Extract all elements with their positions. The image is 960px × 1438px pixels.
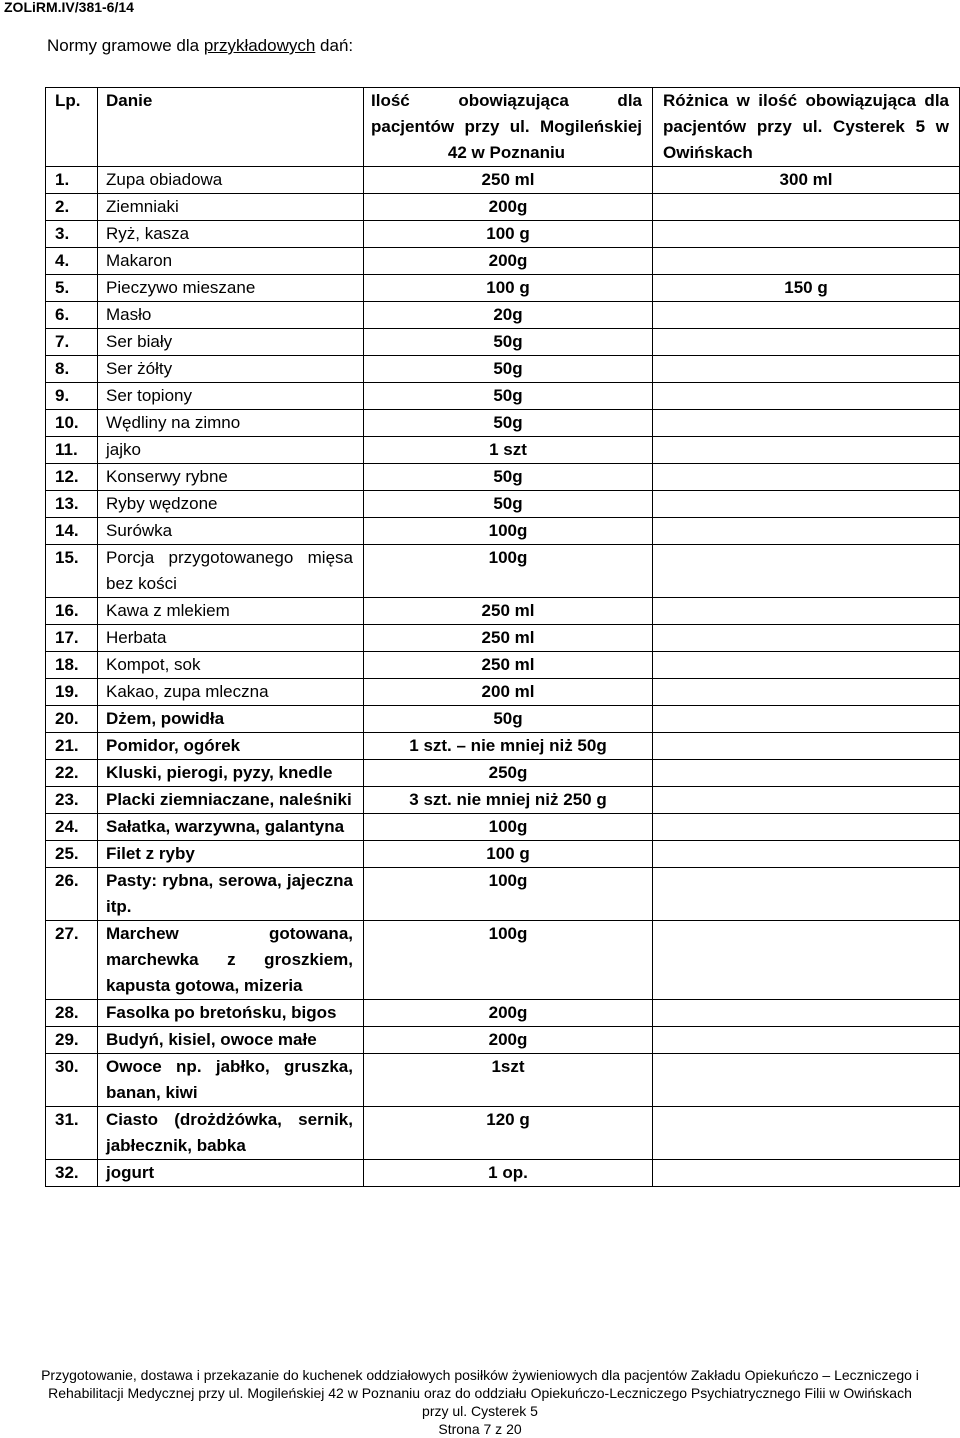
row-difference [653,410,960,437]
row-difference [653,248,960,275]
row-lp: 11. [46,437,98,464]
table-row [46,1160,960,1187]
row-amount: 250 ml [364,598,653,625]
header-lp: Lp. [46,88,98,167]
row-difference [653,598,960,625]
row-amount: 200g [364,1000,653,1027]
table-row [46,194,960,221]
row-dish: Surówka [98,518,364,545]
row-difference [653,706,960,733]
table-row [46,518,960,545]
row-difference [653,787,960,814]
row-dish: Ser żółty [98,356,364,383]
row-lp: 24. [46,814,98,841]
row-dish: Pasty: rybna, serowa, jajeczna itp. [98,868,364,921]
page-number: Strona 7 z 20 [438,1421,522,1437]
row-difference [653,1000,960,1027]
table-row [46,356,960,383]
row-dish: Ciasto (drożdżówka, sernik, jabłecznik, babka [98,1107,364,1160]
row-amount: 100g [364,545,653,598]
row-amount: 100 g [364,275,653,302]
row-difference [653,1160,960,1187]
row-amount: 100g [364,518,653,545]
row-difference [653,302,960,329]
row-dish: Ser biały [98,329,364,356]
row-amount: 50g [364,410,653,437]
row-dish: Marchew gotowana, marchewka z groszkiem, kapusta gotowa, mizeria [98,921,364,1000]
row-lp: 29. [46,1027,98,1054]
table-row [46,706,960,733]
row-amount: 3 szt. nie mniej niż 250 g [364,787,653,814]
row-dish: Ziemniaki [98,194,364,221]
row-lp: 15. [46,545,98,598]
row-amount: 250 ml [364,652,653,679]
row-lp: 18. [46,652,98,679]
table-row [46,787,960,814]
row-difference [653,1107,960,1160]
table-row [46,814,960,841]
table-row [46,760,960,787]
row-dish: Filet z ryby [98,841,364,868]
row-amount: 250g [364,760,653,787]
row-amount: 250 ml [364,625,653,652]
row-dish: Sałatka, warzywna, galantyna [98,814,364,841]
table-row [46,383,960,410]
table-header-row [46,88,960,167]
row-lp: 26. [46,868,98,921]
row-dish: Budyń, kisiel, owoce małe [98,1027,364,1054]
table-row [46,302,960,329]
table-row [46,275,960,302]
intro-prefix: Normy gramowe dla [47,36,204,55]
row-difference [653,329,960,356]
row-lp: 32. [46,1160,98,1187]
row-lp: 9. [46,383,98,410]
row-amount: 50g [364,383,653,410]
row-amount: 50g [364,356,653,383]
row-lp: 7. [46,329,98,356]
page-footer [0,1366,960,1438]
table-row [46,1027,960,1054]
row-dish: Dżem, powidła [98,706,364,733]
table-row [46,598,960,625]
table-row [46,545,960,598]
row-amount: 1 szt [364,437,653,464]
row-difference [653,841,960,868]
table-row [46,625,960,652]
row-lp: 31. [46,1107,98,1160]
table-row [46,491,960,518]
row-amount: 1 szt. – nie mniej niż 50g [364,733,653,760]
row-amount: 200g [364,248,653,275]
row-dish: Zupa obiadowa [98,167,364,194]
row-difference [653,1054,960,1107]
row-dish: Ser topiony [98,383,364,410]
row-lp: 19. [46,679,98,706]
table-row [46,679,960,706]
row-difference [653,221,960,248]
row-difference [653,356,960,383]
row-dish: Konserwy rybne [98,464,364,491]
row-amount: 1 op. [364,1160,653,1187]
row-amount: 120 g [364,1107,653,1160]
row-difference: 150 g [653,275,960,302]
row-difference [653,1027,960,1054]
row-dish: Kawa z mlekiem [98,598,364,625]
table-row [46,1054,960,1107]
row-amount: 200g [364,1027,653,1054]
row-difference [653,383,960,410]
row-lp: 23. [46,787,98,814]
row-lp: 5. [46,275,98,302]
row-lp: 3. [46,221,98,248]
row-amount: 50g [364,329,653,356]
footer-line-3: przy ul. Cysterek 5 [422,1403,538,1419]
row-dish: Ryby wędzone [98,491,364,518]
row-lp: 14. [46,518,98,545]
row-lp: 1. [46,167,98,194]
row-lp: 2. [46,194,98,221]
footer-line-1: Przygotowanie, dostawa i przekazanie do kuchenek oddziałowych posiłków żywieniowych dla pacjentów Zakładu Opiekuńczo – Leczniczego i [41,1367,919,1383]
row-difference [653,491,960,518]
row-dish: Fasolka po bretońsku, bigos [98,1000,364,1027]
table-row [46,868,960,921]
table-row [46,921,960,1000]
row-difference [653,679,960,706]
row-amount: 100g [364,814,653,841]
table-row [46,167,960,194]
row-difference [653,545,960,598]
row-lp: 10. [46,410,98,437]
row-difference [653,625,960,652]
table-row [46,464,960,491]
intro-suffix: dań: [315,36,354,55]
row-lp: 6. [46,302,98,329]
row-difference [653,921,960,1000]
row-dish: Ryż, kasza [98,221,364,248]
header-amount: Ilość obowiązująca dla pacjentów przy ul. Mogileńskiej 42 w Poznaniu [364,88,653,167]
row-lp: 20. [46,706,98,733]
row-dish: Pieczywo mieszane [98,275,364,302]
table-row [46,221,960,248]
row-dish: Masło [98,302,364,329]
row-lp: 17. [46,625,98,652]
table-row [46,1000,960,1027]
header-dish: Danie [98,88,364,167]
row-lp: 22. [46,760,98,787]
row-dish: jajko [98,437,364,464]
document-id: ZOLiRM.IV/381-6/14 [4,0,134,15]
table-row [46,652,960,679]
row-dish: Porcja przygotowanego mięsa bez kości [98,545,364,598]
row-dish: Herbata [98,625,364,652]
row-lp: 8. [46,356,98,383]
header-difference: Różnica w ilość obowiązująca dla pacjentów przy ul. Cysterek 5 w Owińskach [653,88,960,167]
row-lp: 25. [46,841,98,868]
row-difference [653,760,960,787]
row-dish: Placki ziemniaczane, naleśniki [98,787,364,814]
row-difference [653,437,960,464]
row-difference [653,733,960,760]
row-lp: 4. [46,248,98,275]
row-difference [653,868,960,921]
row-difference [653,652,960,679]
row-difference [653,518,960,545]
row-dish: Kompot, sok [98,652,364,679]
intro-text [47,36,353,56]
table-row [46,437,960,464]
row-dish: Kluski, pierogi, pyzy, knedle [98,760,364,787]
row-amount: 250 ml [364,167,653,194]
row-amount: 50g [364,464,653,491]
row-amount: 50g [364,491,653,518]
row-dish: Pomidor, ogórek [98,733,364,760]
row-amount: 50g [364,706,653,733]
intro-underlined: przykładowych [203,36,316,55]
row-amount: 100g [364,921,653,1000]
row-amount: 200 ml [364,679,653,706]
row-amount: 1szt [364,1054,653,1107]
row-lp: 13. [46,491,98,518]
table-row [46,248,960,275]
row-difference: 300 ml [653,167,960,194]
row-amount: 200g [364,194,653,221]
row-amount: 20g [364,302,653,329]
footer-line-2: Rehabilitacji Medycznej przy ul. Mogileńskiej 42 w Poznaniu oraz do oddziału Opiekuńczo-Leczniczego Psychiatrycznego Filii w Owińskach [48,1385,912,1401]
table-row [46,841,960,868]
row-lp: 12. [46,464,98,491]
row-lp: 21. [46,733,98,760]
row-difference [653,814,960,841]
row-dish: jogurt [98,1160,364,1187]
row-lp: 30. [46,1054,98,1107]
row-lp: 27. [46,921,98,1000]
row-dish: Kakao, zupa mleczna [98,679,364,706]
row-difference [653,194,960,221]
row-dish: Wędliny na zimno [98,410,364,437]
row-difference [653,464,960,491]
row-dish: Owoce np. jabłko, gruszka, banan, kiwi [98,1054,364,1107]
norms-table [45,87,960,1187]
row-lp: 28. [46,1000,98,1027]
table-row [46,733,960,760]
row-amount: 100g [364,868,653,921]
table-row [46,1107,960,1160]
row-dish: Makaron [98,248,364,275]
table-body [46,167,960,1187]
row-amount: 100 g [364,841,653,868]
row-amount: 100 g [364,221,653,248]
table-row [46,329,960,356]
table-row [46,410,960,437]
row-lp: 16. [46,598,98,625]
